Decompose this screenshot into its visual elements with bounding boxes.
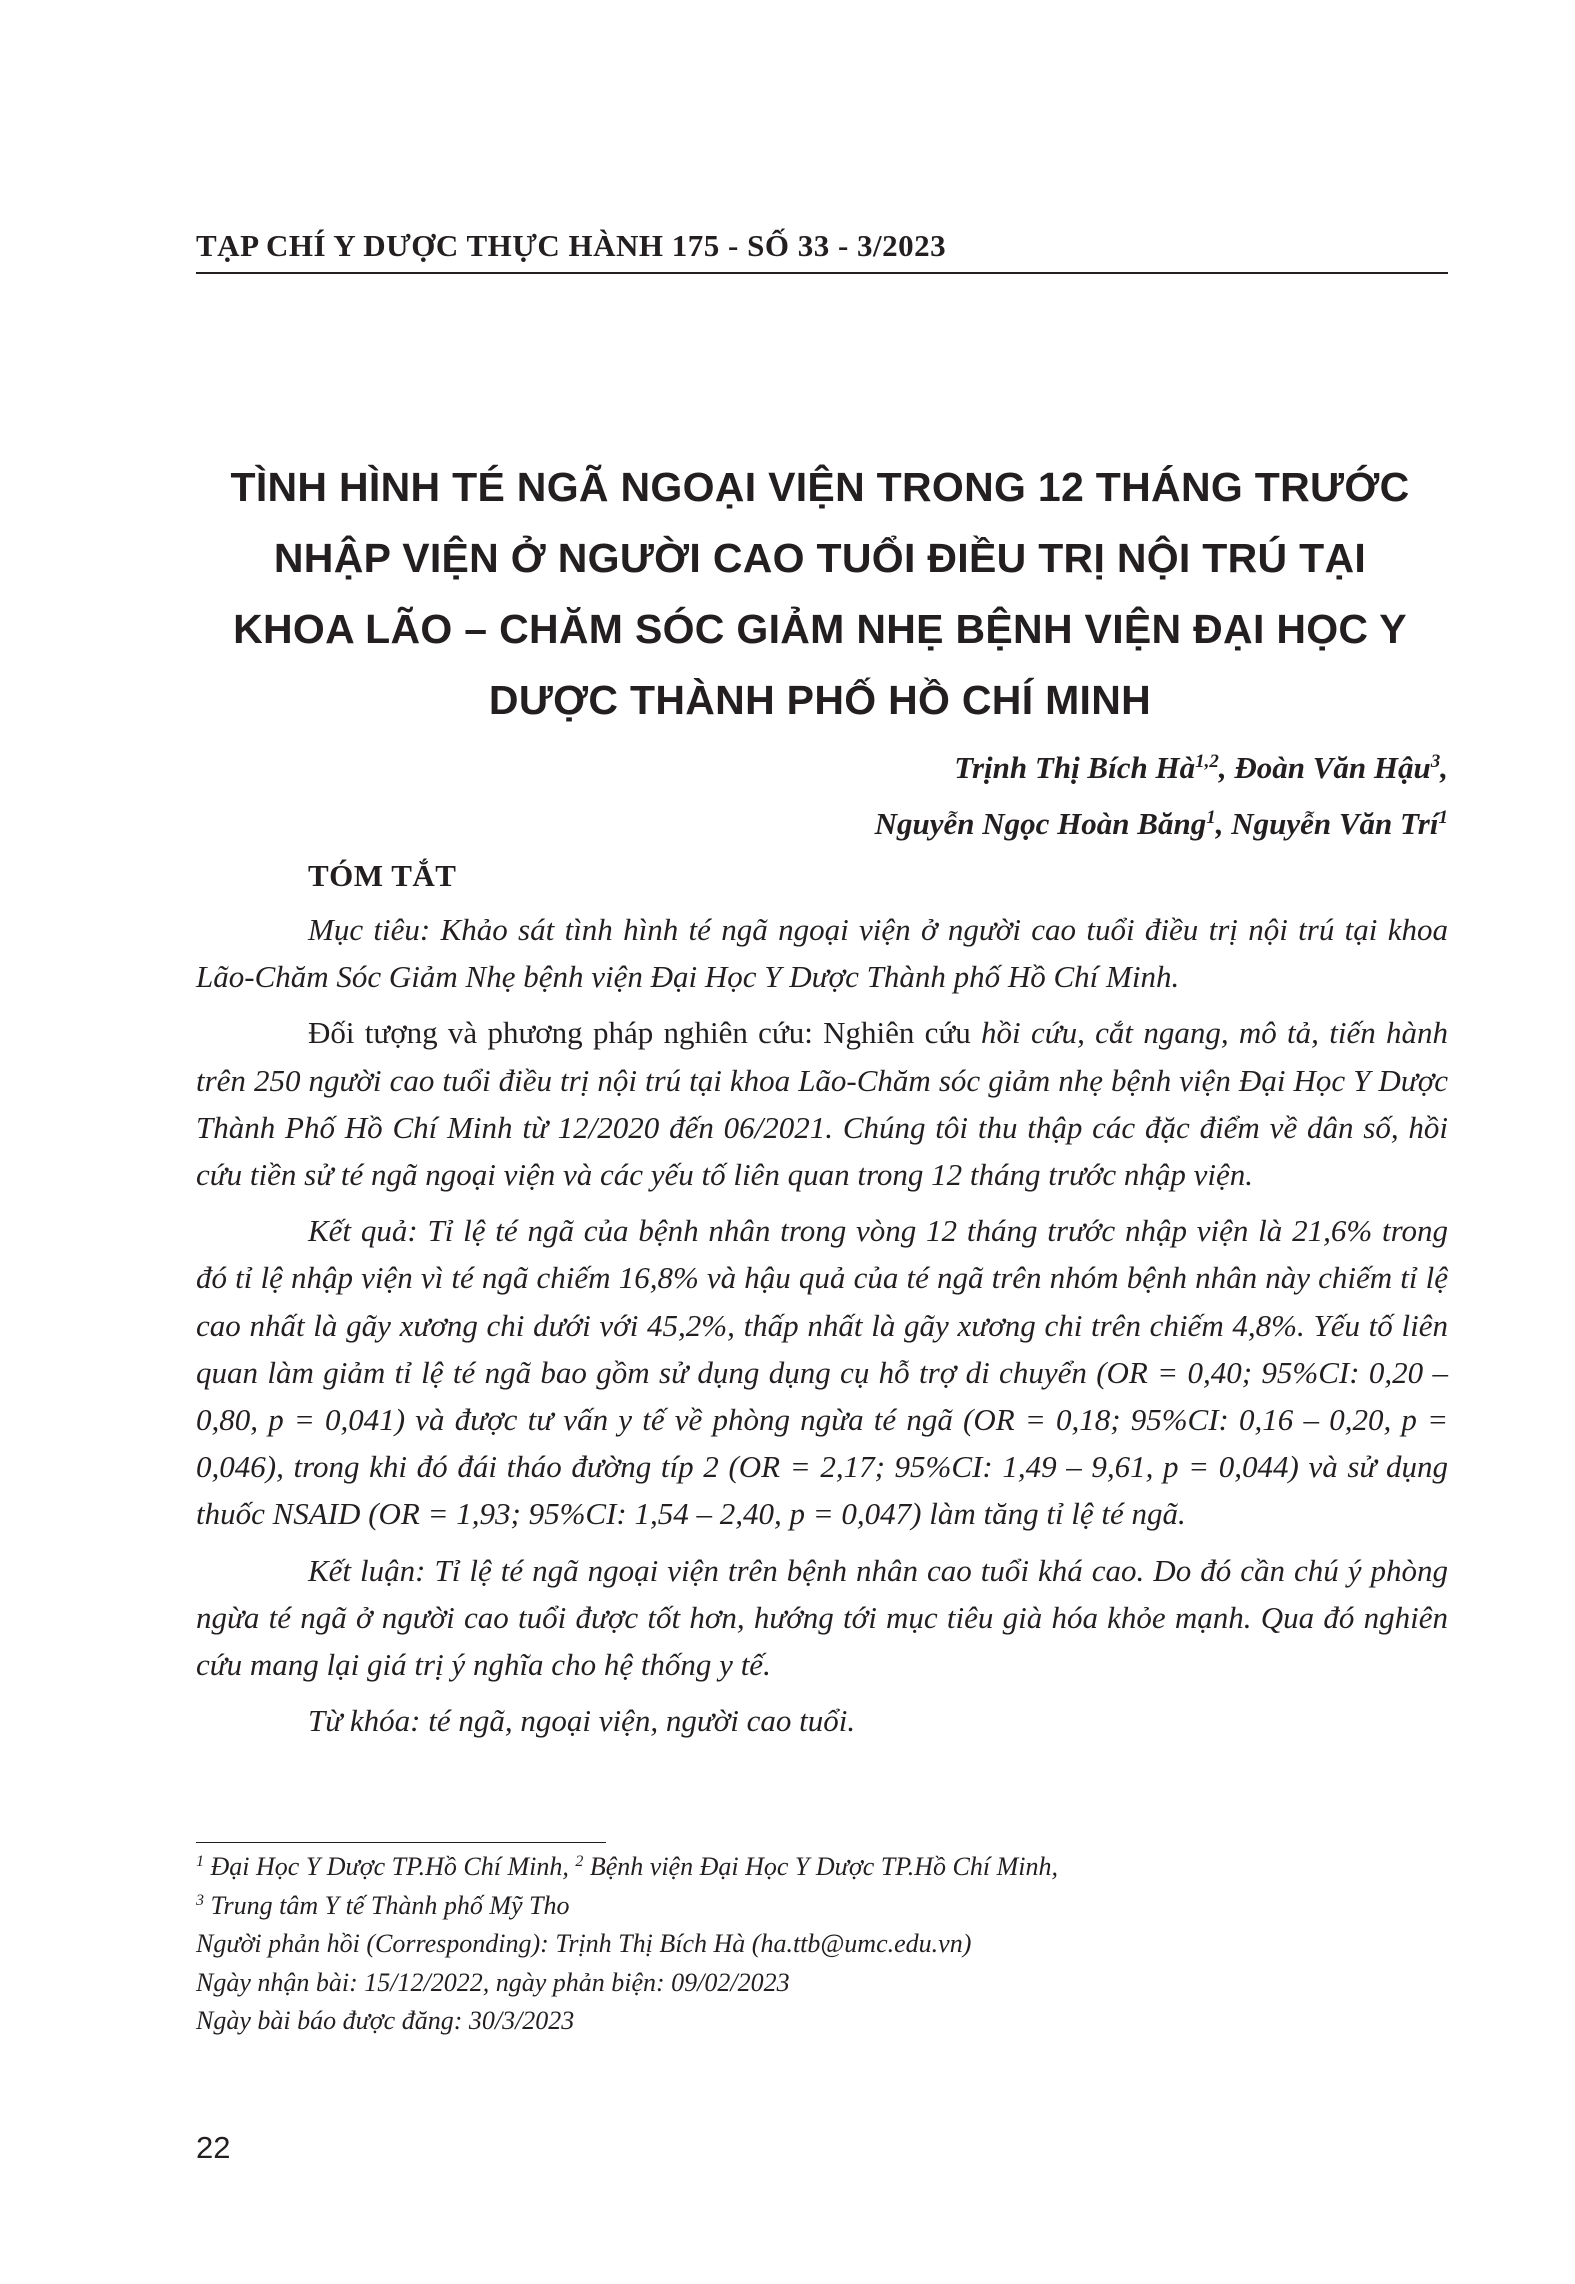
author-name: Đoàn Văn Hậu — [1234, 750, 1431, 785]
affiliation-mark: 1 — [196, 1853, 204, 1870]
abstract-heading: TÓM TẮT — [308, 858, 457, 893]
author-affiliation-mark: 3 — [1430, 751, 1441, 772]
affiliation-line — [196, 1887, 1448, 1926]
published-date: Ngày bài báo được đăng: 30/3/2023 — [196, 2006, 575, 2036]
affiliation-mark: 3 — [196, 1891, 204, 1909]
author-line — [560, 796, 1448, 852]
affiliation-text: Đại Học Y Dược TP.Hồ Chí Minh, — [204, 1852, 576, 1881]
footnote-rule — [196, 1842, 606, 1843]
title-line: DƯỢC THÀNH PHỐ HỒ CHÍ MINH — [488, 677, 1152, 723]
author-separator: , — [1215, 806, 1232, 841]
corresponding-author: Người phản hồi (Corresponding): Trịnh Thị Bích Hà (ha.ttb@umc.edu.vn) — [196, 1929, 972, 1959]
footnotes — [196, 1848, 1448, 2041]
abstract-methods — [196, 1009, 1448, 1198]
affiliation-mark: 2 — [575, 1853, 584, 1870]
author-affiliation-mark: 1,2 — [1195, 751, 1219, 772]
abstract-body — [196, 906, 1448, 1753]
author-line — [560, 740, 1448, 796]
title-line: KHOA LÃO – CHĂM SÓC GIẢM NHẸ BỆNH VIỆN ĐẠI HỌC Y — [233, 606, 1407, 652]
affiliation-line — [196, 1848, 1448, 1887]
affiliation-text: Bệnh viện Đại Học Y Dược TP.Hồ Chí Minh, — [583, 1852, 1058, 1881]
author-name: Nguyễn Ngọc Hoàn Băng — [874, 806, 1207, 841]
methods-text: hồi cứu, cắt ngang, mô tả, tiến hành trên 250 người cao tuổi điều trị nội trú tại khoa Lão-Chăm sóc giảm nhẹ bệnh viện Đại Học Y Dược Thành Phố Hồ Chí Minh từ 12/2020 đến 06/2021. Chúng tôi thu thập các đặc điểm về dân số, hồi cứu tiền sử té ngã ngoại viện và các yếu tố liên quan trong 12 tháng trước nhập viện. — [196, 1015, 1448, 1193]
author-name: Trịnh Thị Bích Hà — [954, 750, 1196, 785]
author-list — [560, 740, 1448, 852]
page-number: 22 — [196, 2130, 231, 2165]
received-date: Ngày nhận bài: 15/12/2022, ngày phản biện: 09/02/2023 — [196, 1967, 790, 1997]
header-rule — [196, 272, 1448, 274]
author-affiliation-mark: 1 — [1206, 807, 1216, 828]
author-separator: , — [1440, 750, 1448, 785]
title-line: NHẬP VIỆN Ở NGƯỜI CAO TUỔI ĐIỀU TRỊ NỘI TRÚ TẠI — [273, 535, 1367, 581]
title-line: TÌNH HÌNH TÉ NGÃ NGOẠI VIỆN TRONG 12 THÁNG TRƯỚC — [230, 464, 1410, 510]
affiliation-text: Trung tâm Y tế Thành phố Mỹ Tho — [204, 1890, 570, 1920]
author-name: Nguyễn Văn Trí — [1231, 806, 1439, 841]
abstract-objective: Mục tiêu: Khảo sát tình hình té ngã ngoại viện ở người cao tuổi điều trị nội trú tại khoa Lão-Chăm Sóc Giảm Nhẹ bệnh viện Đại Học Y Dược Thành phố Hồ Chí Minh. — [196, 912, 1448, 995]
author-affiliation-mark: 1 — [1438, 807, 1448, 828]
methods-lead: Đối tượng và phương pháp nghiên cứu: Nghiên cứu — [308, 1015, 982, 1051]
abstract-results: Kết quả: Tỉ lệ té ngã của bệnh nhân trong vòng 12 tháng trước nhập viện là 21,6% trong đó tỉ lệ nhập viện vì té ngã chiếm 16,8% và hậu quả của té ngã trên nhóm bệnh nhân này chiếm tỉ lệ cao nhất là gãy xương chi dưới với 45,2%, thấp nhất là gãy xương chi trên chiếm 4,8%. Yếu tố liên quan làm giảm tỉ lệ té ngã bao gồm sử dụng dụng cụ hỗ trợ di chuyển (OR = 0,40; 95%CI: 0,20 – 0,80, p = 0,041) và được tư vấn y tế về phòng ngừa té ngã (OR = 0,18; 95%CI: 0,16 – 0,20, p = 0,046), trong khi đó đái tháo đường típ 2 (OR = 2,17; 95%CI: 1,49 – 9,61, p = 0,044) và sử dụng thuốc NSAID (OR = 1,93; 95%CI: 1,54 – 2,40, p = 0,047) làm tăng tỉ lệ té ngã. — [196, 1213, 1448, 1532]
article-title — [170, 452, 1470, 736]
abstract-conclusion: Kết luận: Tỉ lệ té ngã ngoại viện trên bệnh nhân cao tuổi khá cao. Do đó cần chú ý phòng ngừa té ngã ở người cao tuổi được tốt hơn, hướng tới mục tiêu già hóa khỏe mạnh. Qua đó nghiên cứu mang lại giá trị ý nghĩa cho hệ thống y tế. — [196, 1552, 1448, 1683]
journal-header: TẠP CHÍ Y DƯỢC THỰC HÀNH 175 - SỐ 33 - 3/2023 — [196, 228, 947, 263]
abstract-keywords: Từ khóa: té ngã, ngoại viện, người cao tuổi. — [308, 1703, 856, 1739]
author-separator: , — [1218, 750, 1235, 785]
